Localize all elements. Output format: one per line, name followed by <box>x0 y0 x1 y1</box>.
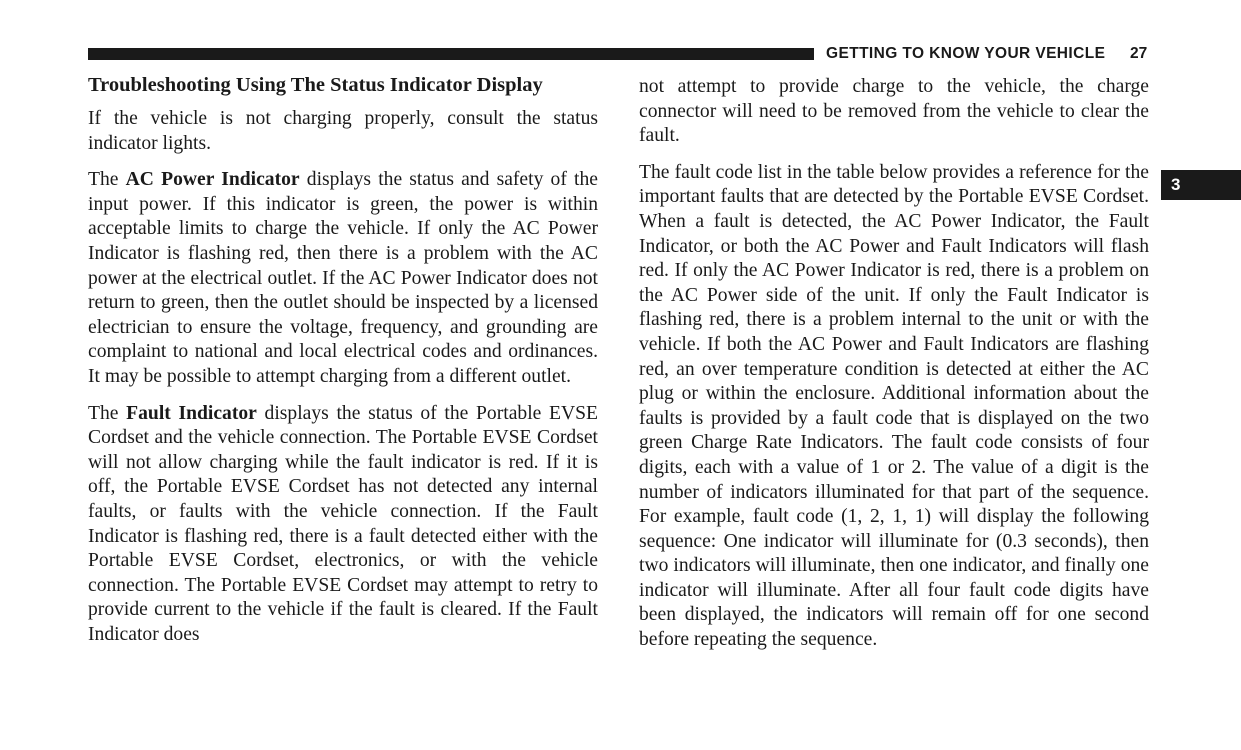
ac-power-text: displays the status and safety of the input power. If this indicator is green, the power is within acceptable limits to charge the vehicle. If only the AC Power Indicator is flashing red, then there is a problem with the AC power at the electrical outlet. If the AC Power Indicator does not return to green, then the outlet should be inspected by a licensed electrician to ensure the voltage, frequency, and grounding are complaint to national and local electrical codes and ordinances. It may be possible to attempt charging from a different outlet. <box>88 169 598 387</box>
ac-power-lead: The <box>88 169 126 191</box>
page-number: 27 <box>1130 45 1148 62</box>
ac-power-term: AC Power Indicator <box>125 169 300 191</box>
chapter-tab <box>1161 170 1241 200</box>
fault-code-paragraph: The fault code list in the table below provides a reference for the important faults that are detected by the Portable EVSE Cordset. When a fault is detected, the AC Power Indicator, the Fault Indicator, or both the AC Power and Fault Indicators will flash red. If only the AC Power Indicator is red, there is a problem on the AC Power side of the unit. If only the Fault Indicator is flashing red, there is a problem internal to the unit or with the vehicle. If both the AC Power and Fault Indicators are flashing red, an over temperature condition is detected at either the AC plug or within the enclosure. Additional information about the faults is provided by a fault code that is displayed on the two green Charge Rate Indicators. The fault code consists of four digits, each with a value of 1 or 2. The value of a digit is the number of indicators illuminated for that part of the sequence. For example, fault code (1, 2, 1, 1) will display the following sequence: One indicator will illuminate for (0.3 seconds), then two indicators will illuminate, then one indicator, and finally one indicator will illuminate. After all four fault code digits have been displayed, the indicators will remain off for one second before repeating the sequence. <box>639 161 1149 651</box>
right-column <box>639 75 1149 665</box>
fault-indicator-paragraph <box>88 402 598 648</box>
running-header-title: GETTING TO KNOW YOUR VEHICLE <box>826 45 1106 62</box>
continued-paragraph: not attempt to provide charge to the vehicle, the charge connector will need to be removed from the vehicle to clear the fault. <box>639 76 1149 147</box>
ac-power-paragraph <box>88 168 598 389</box>
fault-indicator-text: displays the status of the Portable EVSE Cordset and the vehicle connection. The Portable EVSE Cordset will not allow charging while the fault indicator is red. If it is off, the Portable EVSE Cordset has not detected any internal faults, or faults with the vehicle connection. If the Fault Indicator is flashing red, there is a fault detected either with the Portable EVSE Cordset, electronics, or with the vehicle connection. The Portable EVSE Cordset may attempt to retry to provide current to the vehicle if the fault is cleared. If the Fault Indicator does <box>88 402 598 645</box>
header-rule <box>88 48 814 60</box>
section-heading: Troubleshooting Using The Status Indicator Display <box>88 74 543 96</box>
intro-paragraph: If the vehicle is not charging properly, consult the status indicator lights. <box>88 108 598 154</box>
fault-indicator-term: Fault Indicator <box>126 402 257 424</box>
left-column <box>88 72 598 659</box>
chapter-tab-number: 3 <box>1171 175 1181 194</box>
fault-indicator-lead: The <box>88 402 127 424</box>
